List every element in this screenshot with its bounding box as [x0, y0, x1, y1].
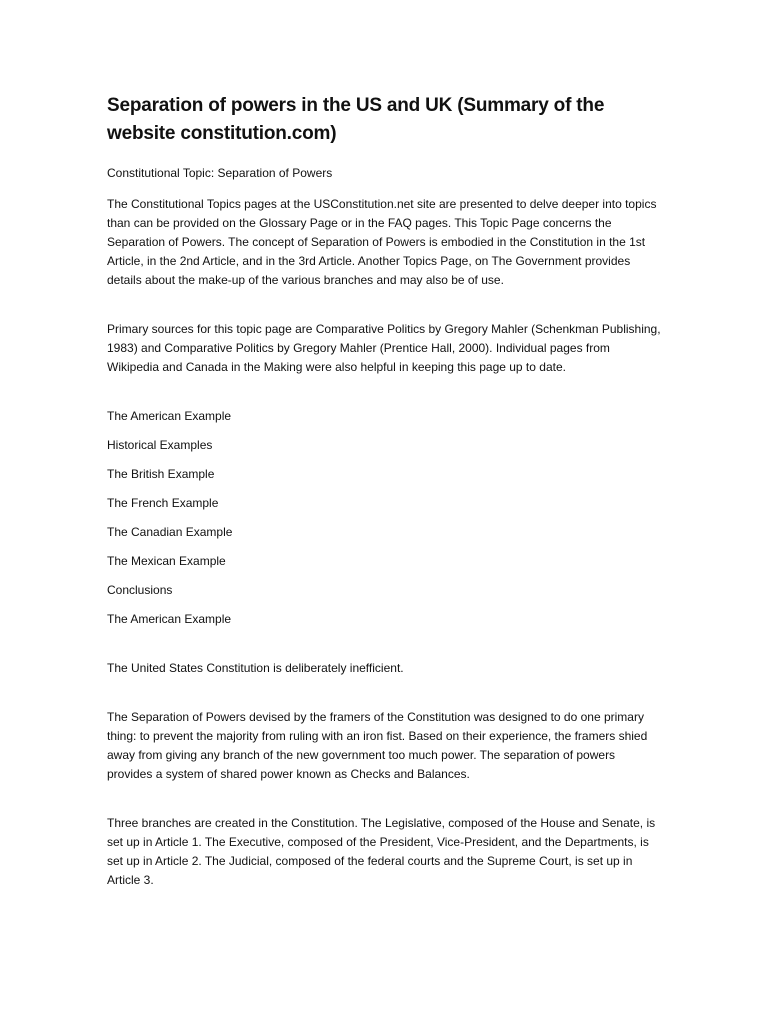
topic-list-item: Historical Examples — [107, 438, 213, 452]
document-page — [107, 92, 662, 900]
topic-list-item: The Mexican Example — [107, 554, 226, 568]
topic-list-item: Conclusions — [107, 583, 173, 597]
document-subtitle: Constitutional Topic: Separation of Powers — [107, 166, 333, 180]
intro-paragraph: The Constitutional Topics pages at the USConstitution.net site are presented to delve deeper into topics than can be provided on the Glossary Page or in the FAQ pages. This Topic Page concerns the Separation of Powers. The concept of Separation of Powers is embodied in the Constitution in the 1st Article, in the 2nd Article, and in the 3rd Article. Another Topics Page, on The Government provides details about the make-up of the various branches and may also be of use. — [107, 197, 657, 287]
document-title: Separation of powers in the US and UK (Summary of the website constitution.com) — [107, 95, 605, 144]
topic-list-item: The French Example — [107, 496, 219, 510]
topic-list-item: The British Example — [107, 467, 215, 481]
topic-list-item: The Canadian Example — [107, 525, 233, 539]
sources-paragraph: Primary sources for this topic page are Comparative Politics by Gregory Mahler (Schenkman Publishing, 1983) and Comparative Politics by Gregory Mahler (Prentice Hall, 2000). Individual pages from Wikipedia and Canada in the Making were also helpful in keeping this page up to date. — [107, 322, 661, 374]
topic-list-item: The American Example — [107, 612, 232, 626]
inefficient-paragraph: The United States Constitution is deliberately inefficient. — [107, 661, 404, 675]
branches-paragraph: Three branches are created in the Constitution. The Legislative, composed of the House and Senate, is set up in Article 1. The Executive, composed of the President, Vice-President, and the Departments, is set up in Article 2. The Judicial, composed of the federal courts and the Supreme Court, is set up in Article 3. — [107, 816, 656, 887]
topic-list-item: The American Example — [107, 409, 232, 423]
separation-paragraph: The Separation of Powers devised by the framers of the Constitution was designed to do one primary thing: to prevent the majority from ruling with an iron fist. Based on their experience, the framers shied away from giving any branch of the new government too much power. The separation of powers provides a system of shared power known as Checks and Balances. — [107, 710, 648, 781]
topic-list — [107, 407, 662, 629]
